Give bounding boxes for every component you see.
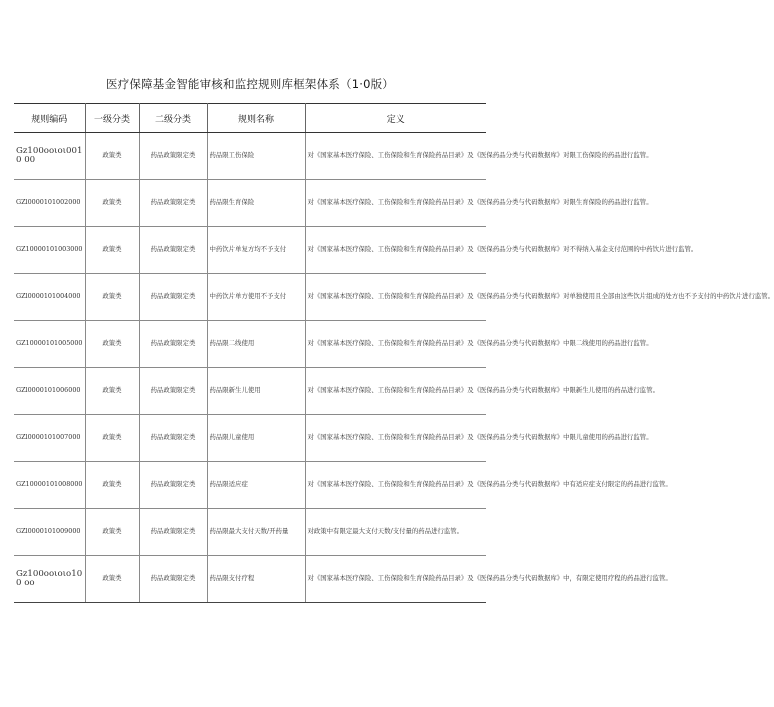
rule-name-cell: 中药饮片单方使用不予支付 (207, 274, 305, 321)
table-header-row (14, 104, 486, 133)
table-row (14, 368, 486, 415)
table-row (14, 462, 486, 509)
document-title: 医疗保障基金智能审核和监控规则库框架体系（1·0版） (106, 77, 394, 91)
header-rule-code: 规则编码 (14, 104, 85, 133)
primary-category-cell: 政策类 (85, 462, 139, 509)
secondary-category-cell: 药品政策限定类 (139, 368, 207, 415)
rule-code-cell: GZl0000101007000 (14, 415, 85, 462)
rule-name-cell: 药品限支付疗程 (207, 556, 305, 603)
table-row (14, 321, 486, 368)
rule-code-cell: GZ10000101003000 (14, 227, 85, 274)
definition-cell: 对《国家基本医疗保险、工伤保险和生育保险药品目录》及《医保药品分类与代码数据库》中，有限定使用疗程的药品进行监管。 (305, 556, 486, 603)
table-row (14, 274, 486, 321)
rule-code-cell: GZ10000101008000 (14, 462, 85, 509)
secondary-category-cell: 药品政策限定类 (139, 274, 207, 321)
primary-category-cell: 政策类 (85, 509, 139, 556)
primary-category-cell: 政策类 (85, 415, 139, 462)
definition-cell: 对《国家基本医疗保险、工伤保险和生育保险药品目录》及《医保药品分类与代码数据库》中限二线使用的药品进行监管。 (305, 321, 486, 368)
secondary-category-cell: 药品政策限定类 (139, 509, 207, 556)
rule-name-cell: 药品限新生儿使用 (207, 368, 305, 415)
rule-name-cell: 药品限最大支付天数/开药量 (207, 509, 305, 556)
definition-cell: 对《国家基本医疗保险、工伤保险和生育保险药品目录》及《医保药品分类与代码数据库》中限儿童使用的药品进行监管。 (305, 415, 486, 462)
rule-code-cell: Gz100ooιoι0010 00 (14, 133, 85, 180)
definition-cell: 对《国家基本医疗保险、工伤保险和生育保险药品目录》及《医保药品分类与代码数据库》中限新生儿使用的药品进行监管。 (305, 368, 486, 415)
rule-name-cell: 药品限儿童使用 (207, 415, 305, 462)
rule-code-cell: GZl0000101004000 (14, 274, 85, 321)
secondary-category-cell: 药品政策限定类 (139, 556, 207, 603)
rule-name-cell: 药品限生育保险 (207, 180, 305, 227)
secondary-category-cell: 药品政策限定类 (139, 415, 207, 462)
rule-code-cell: GZl0000101002000 (14, 180, 85, 227)
header-primary-category: 一级分类 (85, 104, 139, 133)
rule-name-cell: 中药饮片单复方均不予支付 (207, 227, 305, 274)
definition-cell: 对《国家基本医疗保险、工伤保险和生育保险药品目录》及《医保药品分类与代码数据库》对限生育保险的药品进行监管。 (305, 180, 486, 227)
secondary-category-cell: 药品政策限定类 (139, 133, 207, 180)
primary-category-cell: 政策类 (85, 274, 139, 321)
header-definition: 定义 (305, 104, 486, 133)
header-rule-name: 规则名称 (207, 104, 305, 133)
primary-category-cell: 政策类 (85, 368, 139, 415)
primary-category-cell: 政策类 (85, 180, 139, 227)
rule-code-cell: GZl0000101006000 (14, 368, 85, 415)
rule-name-cell: 药品限工伤保险 (207, 133, 305, 180)
table-row (14, 509, 486, 556)
header-secondary-category: 二级分类 (139, 104, 207, 133)
table-row (14, 133, 486, 180)
primary-category-cell: 政策类 (85, 556, 139, 603)
definition-cell: 对《国家基本医疗保险、工伤保险和生育保险药品目录》及《医保药品分类与代码数据库》对限工伤保险的药品进行监管。 (305, 133, 486, 180)
rules-table (14, 103, 774, 603)
table-row (14, 227, 486, 274)
rule-code-cell: Gz100ooιoιo100 oo (14, 556, 85, 603)
rule-name-cell: 药品限二线使用 (207, 321, 305, 368)
secondary-category-cell: 药品政策限定类 (139, 180, 207, 227)
secondary-category-cell: 药品政策限定类 (139, 462, 207, 509)
definition-cell: 对《国家基本医疗保险、工伤保险和生育保险药品目录》及《医保药品分类与代码数据库》对不得纳入基金支付范围的中药饮片进行监管。 (305, 227, 486, 274)
definition-cell: 对《国家基本医疗保险、工伤保险和生育保险药品目录》及《医保药品分类与代码数据库》中有适应症支付限定的药品进行监管。 (305, 462, 486, 509)
primary-category-cell: 政策类 (85, 133, 139, 180)
primary-category-cell: 政策类 (85, 227, 139, 274)
table-row (14, 415, 486, 462)
rule-code-cell: GZl0000101009000 (14, 509, 85, 556)
rule-code-cell: GZ10000101005000 (14, 321, 85, 368)
definition-cell: 对政策中有限定最大支付天数/支付量的药品进行监管。 (305, 509, 486, 556)
secondary-category-cell: 药品政策限定类 (139, 321, 207, 368)
table-row (14, 180, 486, 227)
secondary-category-cell: 药品政策限定类 (139, 227, 207, 274)
table-row (14, 556, 486, 603)
rule-name-cell: 药品限适应症 (207, 462, 305, 509)
primary-category-cell: 政策类 (85, 321, 139, 368)
definition-cell: 对《国家基本医疗保险、工伤保险和生育保险药品目录》及《医保药品分类与代码数据库》对单独使用且全部由这些饮片组成的处方也不予支付的中药饮片进行监管。 (305, 274, 486, 321)
